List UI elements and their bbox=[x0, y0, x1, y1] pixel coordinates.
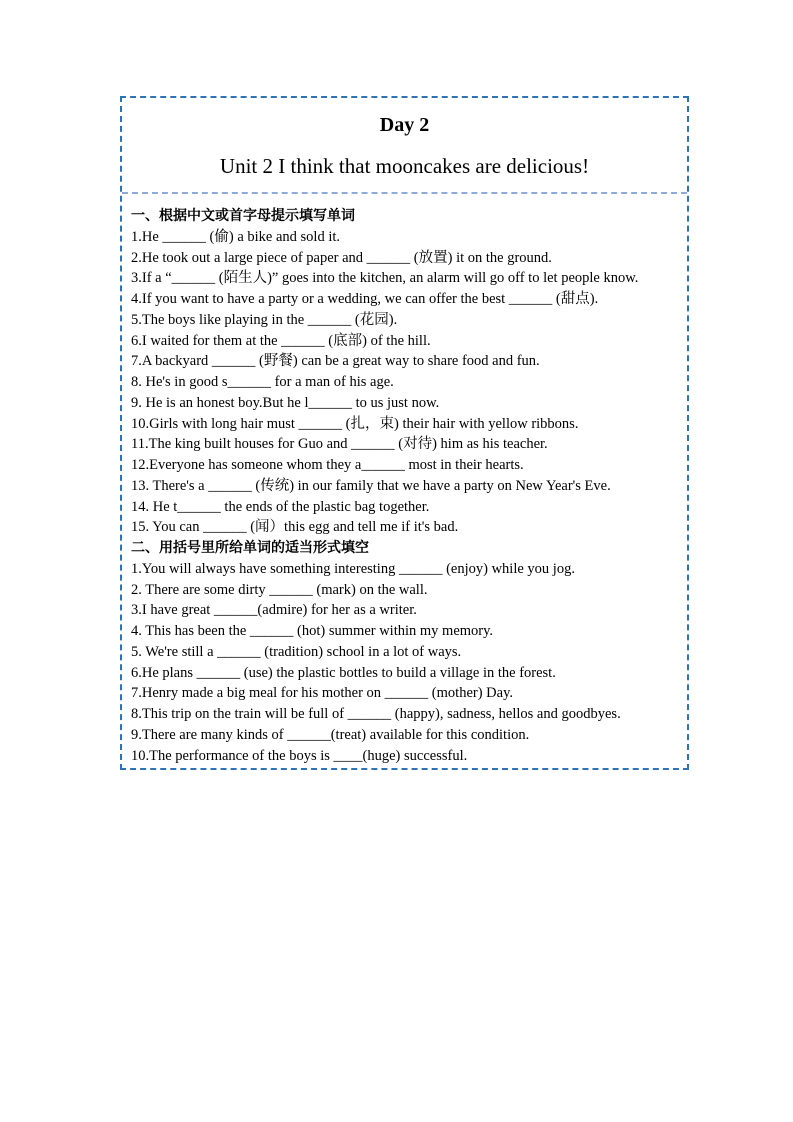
s1-item-5: 5.The boys like playing in the ______ (花园). bbox=[131, 311, 398, 328]
s1-item-13: 13. There's a ______ (传统) in our family that we have a party on New Year's Eve. bbox=[131, 477, 611, 494]
s2-item-9: 9.There are many kinds of ______(treat) available for this condition. bbox=[131, 726, 530, 743]
s1-item-15: 15. You can ______ (闻）this egg and tell me if it's bad. bbox=[131, 519, 459, 536]
s1-item-10: 10.Girls with long hair must ______ (扎，束) their hair with yellow ribbons. bbox=[131, 415, 579, 432]
s1-item-1: 1.He ______ (偷) a bike and sold it. bbox=[131, 228, 341, 245]
s1-item-3: 3.If a “______ (陌生人)” goes into the kitchen, an alarm will go off to let people know. bbox=[131, 270, 639, 287]
unit-title: Unit 2 I think that mooncakes are delicious! bbox=[219, 154, 590, 178]
day-title: Day 2 bbox=[379, 114, 430, 136]
s2-item-10: 10.The performance of the boys is ____(huge) successful. bbox=[131, 747, 468, 764]
title-header bbox=[122, 98, 687, 194]
s1-item-4: 4.If you want to have a party or a wedding, we can offer the best ______ (甜点). bbox=[131, 291, 599, 307]
s1-item-8: 8. He's in good s______ for a man of his age. bbox=[131, 374, 394, 390]
s1-item-2: 2.He took out a large piece of paper and ______ (放置) it on the ground. bbox=[131, 249, 552, 266]
s2-item-5: 5. We're still a ______ (tradition) school in a lot of ways. bbox=[131, 643, 462, 660]
s2-item-1: 1.You will always have something interesting ______ (enjoy) while you jog. bbox=[131, 560, 575, 577]
s1-item-7: 7.A backyard ______ (野餐) can be a great way to share food and fun. bbox=[131, 353, 540, 370]
s2-item-8: 8.This trip on the train will be full of ______ (happy), sadness, hellos and goodbyes. bbox=[131, 706, 621, 722]
s2-item-2: 2. There are some dirty ______ (mark) on the wall. bbox=[131, 581, 428, 598]
section-1-heading: 一、根据中文或首字母提示填写单词 bbox=[131, 208, 355, 224]
exercise-box bbox=[120, 96, 689, 770]
s2-item-6: 6.He plans ______ (use) the plastic bottles to build a village in the forest. bbox=[131, 664, 556, 681]
s1-item-11: 11.The king built houses for Guo and ______ (对待) him as his teacher. bbox=[131, 436, 548, 453]
s1-item-14: 14. He t______ the ends of the plastic bag together. bbox=[131, 498, 430, 515]
exercise-content bbox=[131, 206, 687, 766]
s1-item-6: 6.I waited for them at the ______ (底部) of the hill. bbox=[131, 332, 431, 349]
s2-item-3: 3.I have great ______(admire) for her as a writer. bbox=[131, 602, 417, 619]
s2-item-7: 7.Henry made a big meal for his mother on ______ (mother) Day. bbox=[131, 685, 513, 702]
s2-item-4: 4. This has been the ______ (hot) summer within my memory. bbox=[131, 623, 494, 639]
section-2-heading: 二、用括号里所给单词的适当形式填空 bbox=[131, 540, 369, 556]
s1-item-12: 12.Everyone has someone whom they a______ most in their hearts. bbox=[131, 457, 524, 473]
s1-item-9: 9. He is an honest boy.But he l______ to us just now. bbox=[131, 394, 440, 411]
